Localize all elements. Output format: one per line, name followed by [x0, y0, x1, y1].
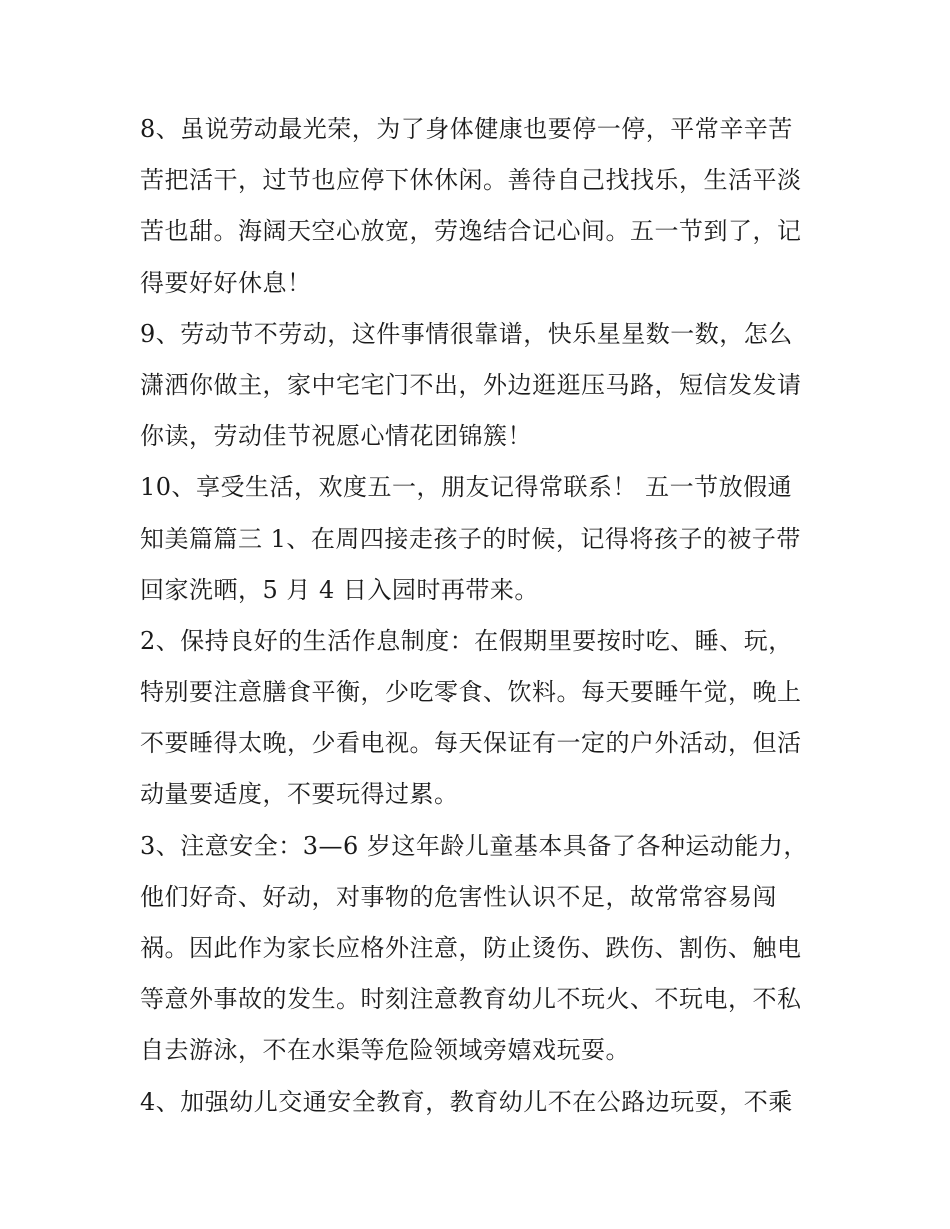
text-line: 动量要适度，不要玩得过累。: [140, 780, 459, 809]
document-body: [140, 104, 812, 1128]
text-line: 10、享受生活，欢度五一，朋友记得常联系！ 五一节放假通: [140, 473, 793, 502]
text-line: 9、劳动节不劳动，这件事情很靠谱，快乐星星数一数，怎么: [140, 319, 793, 348]
text-line: 4、加强幼儿交通安全教育，教育幼儿不在公路边玩耍，不乘: [140, 1087, 793, 1116]
text-line: 潇洒你做主，家中宅宅门不出，外边逛逛压马路，短信发发请: [140, 370, 802, 399]
text-line: 知美篇篇三 1、在周四接走孩子的时候，记得将孩子的被子带: [140, 524, 801, 553]
text-line: 3、注意安全：3—6 岁这年龄儿童基本具备了各种运动能力，: [140, 831, 808, 860]
text-line: 等意外事故的发生。时刻注意教育幼儿不玩火、不玩电，不私: [140, 985, 802, 1014]
text-line: 回家洗晒，5 月 4 日入园时再带来。: [140, 575, 539, 604]
text-line: 他们好奇、好动，对事物的危害性认识不足，故常常容易闯: [140, 882, 777, 911]
text-line: 8、虽说劳动最光荣，为了身体健康也要停一停，平常辛辛苦: [140, 115, 793, 143]
text-line: 不要睡得太晚，少看电视。每天保证有一定的户外活动，但活: [140, 729, 802, 758]
text-line: 得要好好休息！: [140, 268, 312, 297]
text-line: 祸。因此作为家长应格外注意，防止烫伤、跌伤、割伤、触电: [140, 934, 802, 962]
text-line: 自去游泳，不在水渠等危险领域旁嬉戏玩耍。: [140, 1036, 630, 1065]
text-line: 你读，劳动佳节祝愿心情花团锦簇！: [140, 422, 532, 451]
text-line: 苦把活干，过节也应停下休休闲。善待自己找找乐，生活平淡: [140, 166, 802, 195]
text-line: 特别要注意膳食平衡，少吃零食、饮料。每天要睡午觉，晚上: [140, 678, 802, 707]
text-line: 苦也甜。海阔天空心放宽，劳逸结合记心间。五一节到了，记: [140, 217, 802, 246]
text-line: 2、保持良好的生活作息制度：在假期里要按时吃、睡、玩，: [140, 626, 793, 655]
